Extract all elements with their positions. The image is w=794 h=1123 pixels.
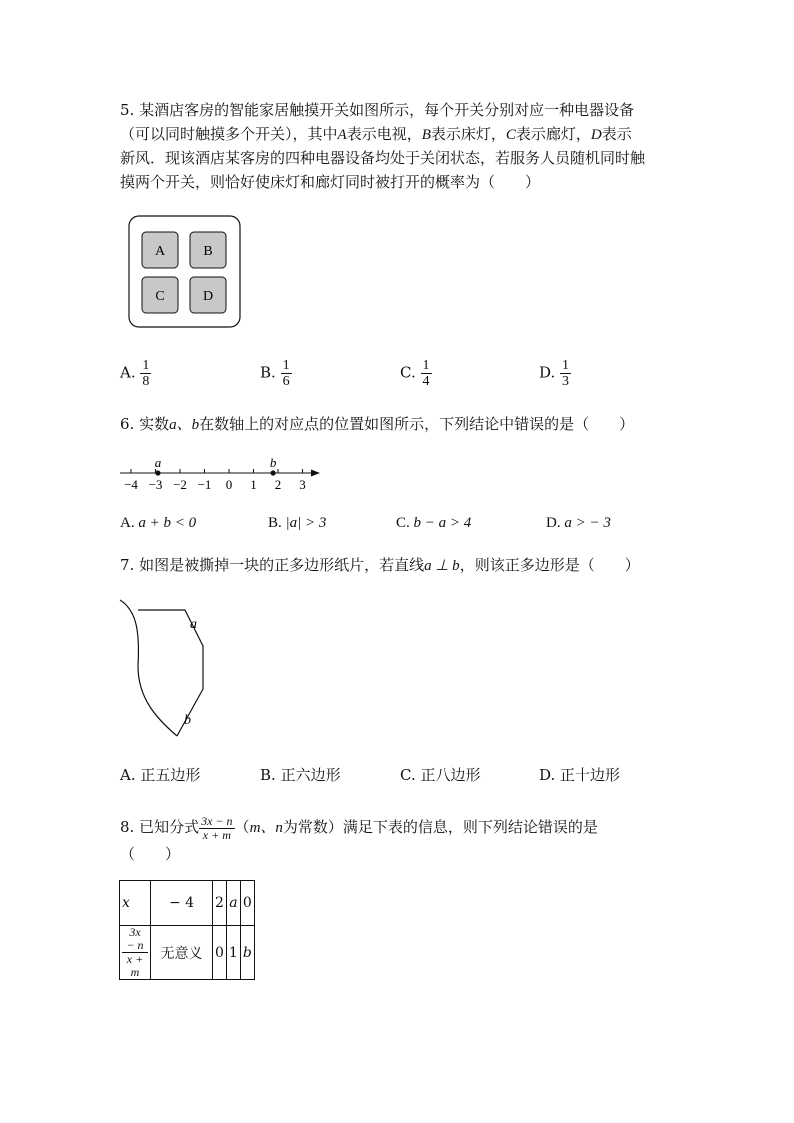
q7-text-segment: ，则该正多边形是（ ） [459,556,640,574]
table-cell [151,881,213,926]
fraction-numerator: 1 [282,358,290,373]
q8-answer-bracket: （ ） [120,845,181,863]
q5-line4 [120,170,540,194]
table-cell [151,926,213,980]
table-row [120,926,255,980]
fraction-numerator: 1 [562,358,570,373]
option-expression: a + b < 0 [138,515,197,531]
number-line-arrow-icon [311,470,320,477]
fraction-denominator: 4 [422,374,430,389]
switch-key-a-label: A [154,244,166,259]
option-fraction [560,358,571,389]
fraction-numerator: 3x − n [122,926,148,953]
q7-text-segment: 如图是被撕掉一块的正多边形纸片，若直线 [139,556,425,574]
option-label: D. [539,363,556,382]
option-label: A. [120,766,136,784]
q5-var-c: C [505,127,516,143]
q8-text-segment: 已知分式 [139,818,200,836]
q8-text-segment: 为常数）满足下表的信息，则下列结论错误的是 [282,818,598,836]
q6-option-d[interactable] [546,515,611,532]
q8-fraction [199,815,234,842]
q5-text-segment: （可以同时触摸多个开关），其中 [120,125,338,143]
q5-text-line3: 新风．现该酒店某客房的四种电器设备均处于关闭状态，若服务人员随机同时触 [120,149,646,167]
cell-value: b [242,944,252,961]
q5-line3 [120,146,645,170]
q7-expression: a ⊥ b [424,558,460,574]
point-a-label: a [154,455,162,470]
table-cell [120,881,151,926]
option-label: D. [546,515,561,531]
number-line-tick-label: 2 [274,477,282,492]
number-line-tick-label: −2 [173,477,187,492]
option-label: B. [268,515,282,531]
fraction-denominator: 6 [282,374,290,389]
q5-text-segment: 表示床灯， [430,125,506,143]
option-label: A. [120,363,136,382]
fraction-denominator: x + m [126,952,144,979]
switch-key-d [190,277,226,313]
table-cell [226,881,240,926]
q6-option-c[interactable] [396,515,471,532]
switch-key-c [142,277,178,313]
cell-value: 0 [215,944,224,961]
q5-var-b: B [421,127,431,143]
cell-value: 无意义 [160,945,203,962]
switch-key-d-label: D [202,289,214,304]
number-line-tick-label: 1 [250,477,257,492]
number-line-tick-label: 0 [225,477,233,492]
q7-option-b[interactable] [260,764,341,785]
q7-option-c[interactable] [400,764,481,785]
table-cell [213,881,227,926]
table-row [120,881,255,926]
q5-option-c[interactable] [400,358,432,389]
switch-key-b [190,232,226,268]
q6-option-a[interactable] [120,515,196,532]
switch-key-a [142,232,178,268]
line-b-label: b [184,713,191,728]
switch-key-b-label: B [203,244,213,259]
torn-polygon-figure [116,596,216,741]
q7-line1 [120,553,640,578]
fraction-numerator: 1 [142,358,150,373]
q5-option-d[interactable] [539,358,571,389]
q5-text-line4: 摸两个开关，则恰好使床灯和廊灯同时被打开的概率为（ ） [120,173,541,191]
number-line-tick-label: −1 [197,477,212,492]
fraction-denominator: x + m [202,827,231,842]
cell-value: 0 [242,895,252,911]
fraction-numerator: 1 [422,358,430,373]
point-b-label: b [269,455,277,470]
option-label: C. [400,363,416,382]
option-label: B. [260,363,276,382]
cell-value: a [229,895,238,911]
q6-text-segment: 在数轴上的对应点的位置如图所示，下列结论中错误的是（ ） [199,415,635,433]
option-label: D. [539,766,556,784]
q8-number: 8. [120,818,135,836]
q5-var-d: D [590,127,602,143]
number-line-tick-label: −4 [124,477,138,492]
option-expression: |a| > 3 [285,515,327,531]
q5-text-segment: 表示 [601,125,632,143]
option-text: 正六边形 [280,766,341,784]
number-line-tick-label: −3 [148,477,163,492]
q8-line2 [120,842,180,866]
line-a-label: a [190,617,197,632]
point-b [271,470,276,475]
option-label: A. [120,515,135,531]
option-text: 正八边形 [420,766,481,784]
number-line-figure [116,452,326,492]
table-cell [213,926,227,980]
table-cell [226,926,240,980]
q8-text-segment: （ [234,818,250,836]
table-cell [120,926,151,980]
cell-value: − 4 [168,895,195,911]
option-label: C. [396,515,410,531]
torn-edge [120,600,177,736]
option-text: 正十边形 [560,766,621,784]
q5-option-a[interactable] [120,358,151,389]
table-cell [240,881,254,926]
q7-option-d[interactable] [539,764,620,785]
q5-number: 5. [120,101,135,119]
cell-value: 1 [228,944,238,961]
table-cell [240,926,254,980]
switch-panel-figure [128,215,242,329]
q8-info-table [119,880,255,980]
fraction-denominator: 8 [142,374,150,389]
q5-line2 [120,122,632,147]
switch-key-c-label: C [155,289,165,304]
cell-value: 2 [215,895,224,911]
option-expression: b − a > 4 [413,515,472,531]
option-fraction [140,358,151,389]
table-fraction [122,926,148,979]
q5-option-b[interactable] [260,358,292,389]
number-line-tick-label: 3 [299,477,306,492]
q7-number: 7. [120,556,135,574]
q5-text-segment: 表示廊灯， [515,125,591,143]
option-text: 正五边形 [140,766,201,784]
fraction-numerator: 3x − n [201,813,233,828]
q6-vars: a、b [169,417,200,433]
option-expression: a > − 3 [564,515,611,531]
q5-text-segment: 表示电视， [346,125,422,143]
cell-x-label: x [122,895,130,911]
q6-option-b[interactable] [268,515,326,532]
option-label: C. [400,766,416,784]
number-line-ticks [124,469,306,492]
q7-option-a[interactable] [120,764,200,785]
option-fraction [281,358,292,389]
q5-var-a: A [337,127,347,143]
option-fraction [421,358,432,389]
option-label: B. [260,766,276,784]
q5-line1 [120,98,634,122]
q6-text-segment: 实数 [139,415,170,433]
point-a [155,470,160,475]
q6-number: 6. [120,415,135,433]
q6-line1 [120,412,634,437]
q8-constants: m、n [249,820,283,836]
q5-text-line1: 某酒店客房的智能家居触摸开关如图所示，每个开关分别对应一种电器设备 [139,101,635,119]
q8-line1 [120,812,598,843]
fraction-denominator: 3 [562,374,570,389]
